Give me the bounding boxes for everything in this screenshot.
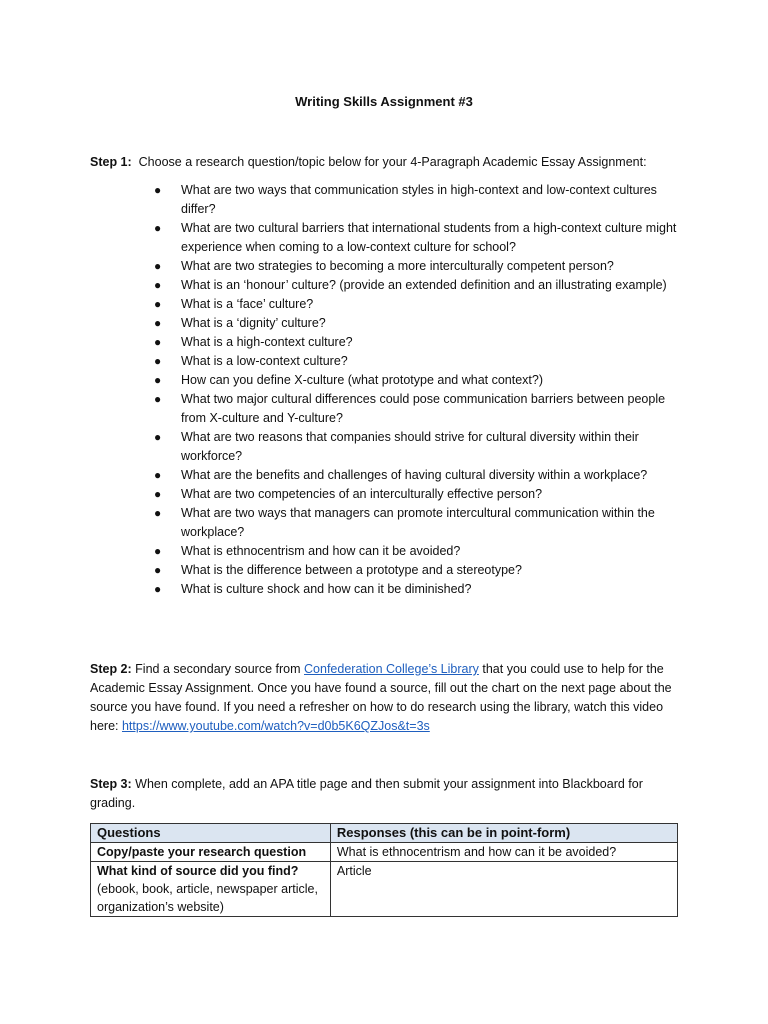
table-row [91, 843, 678, 862]
list-item: ● What is a ‘face’ culture? [150, 295, 680, 314]
bullet-icon: ● [154, 487, 162, 501]
step-3-paragraph [90, 775, 680, 813]
list-item: ● What is culture shock and how can it be diminished? [150, 580, 680, 599]
video-link[interactable]: https://www.youtube.com/watch?v=d0b5K6QZJos&t=3s [121, 719, 430, 733]
step-2-text-b: that you could use to help for the Academic Essay Assignment. Once you have found a source, fill out the chart on the next page about the source you have found. If you need a refresher on how to do research using the library, watch this video here: [90, 662, 672, 733]
list-item: ● What is an ‘honour’ culture? (provide an extended definition and an illustrating example) [150, 276, 680, 295]
bullet-icon: ● [154, 430, 162, 444]
step-2-paragraph [90, 660, 680, 736]
bullet-icon: ● [154, 259, 162, 273]
list-item: ● What two major cultural differences could pose communication barriers between people from X-culture and Y-culture? [154, 392, 666, 425]
question-cell [91, 862, 331, 917]
step-3-text: When complete, add an APA title page and then submit your assignment into Blackboard for grading. [90, 777, 643, 810]
bullet-icon: ● [154, 278, 162, 292]
step-1-label: Step 1: [90, 155, 132, 169]
step-1-paragraph [90, 153, 680, 172]
document-title: Writing Skills Assignment #3 [295, 94, 473, 109]
question-text: Copy/paste your research question [97, 845, 307, 859]
table-header-row [91, 824, 678, 843]
list-item: ● What is a high-context culture? [150, 333, 680, 352]
bullet-icon: ● [154, 506, 162, 520]
list-item: ● What are two competencies of an interculturally effective person? [150, 485, 680, 504]
bullet-icon: ● [154, 392, 162, 406]
list-item: ● What are two strategies to becoming a more interculturally competent person? [150, 257, 680, 276]
table-row [91, 862, 678, 917]
bullet-icon: ● [154, 468, 162, 482]
question-note: (ebook, book, article, newspaper article, organization’s website) [97, 882, 318, 914]
question-cell [91, 843, 331, 862]
step-3-label: Step 3: [90, 777, 132, 791]
response-cell[interactable]: What is ethnocentrism and how can it be avoided? [330, 843, 677, 862]
column-header-responses: Responses (this can be in point-form) [330, 824, 677, 843]
list-item: ● What are two ways that managers can promote intercultural communication within the workplace? [154, 506, 655, 539]
bullet-icon: ● [154, 297, 162, 311]
bullet-icon: ● [154, 221, 162, 235]
response-cell[interactable]: Article [330, 862, 677, 917]
library-link[interactable]: Confederation College’s Library [304, 662, 479, 676]
list-item: ● What are two ways that communication styles in high-context and low-context cultures differ? [154, 183, 657, 216]
list-item: ● What are the benefits and challenges of having cultural diversity within a workplace? [150, 466, 680, 485]
step-1-text: Choose a research question/topic below for your 4-Paragraph Academic Essay Assignment: [138, 155, 647, 169]
bullet-icon: ● [154, 373, 162, 387]
source-chart-table [90, 823, 678, 917]
list-item: ● What is the difference between a prototype and a stereotype? [150, 561, 680, 580]
bullet-icon: ● [154, 354, 162, 368]
list-item: ● What are two reasons that companies should strive for cultural diversity within their workforce? [154, 430, 639, 463]
list-item: ● How can you define X-culture (what prototype and what context?) [150, 371, 680, 390]
list-item: ● What is a ‘dignity’ culture? [150, 314, 680, 333]
bullet-icon: ● [154, 316, 162, 330]
list-item: ● What are two cultural barriers that international students from a high-context culture might experience when coming to a low-context culture for school? [154, 221, 677, 254]
bullet-icon: ● [154, 563, 162, 577]
research-question-list [150, 181, 680, 599]
list-item: ● What is a low-context culture? [150, 352, 680, 371]
column-header-questions: Questions [91, 824, 331, 843]
bullet-icon: ● [154, 183, 162, 197]
list-item: ● What is ethnocentrism and how can it be avoided? [150, 542, 680, 561]
bullet-icon: ● [154, 544, 162, 558]
question-text: What kind of source did you find? [97, 864, 299, 878]
bullet-icon: ● [154, 335, 162, 349]
step-2-label: Step 2: [90, 662, 132, 676]
step-2-text-a: Find a secondary source from [135, 662, 301, 676]
bullet-icon: ● [154, 582, 162, 596]
